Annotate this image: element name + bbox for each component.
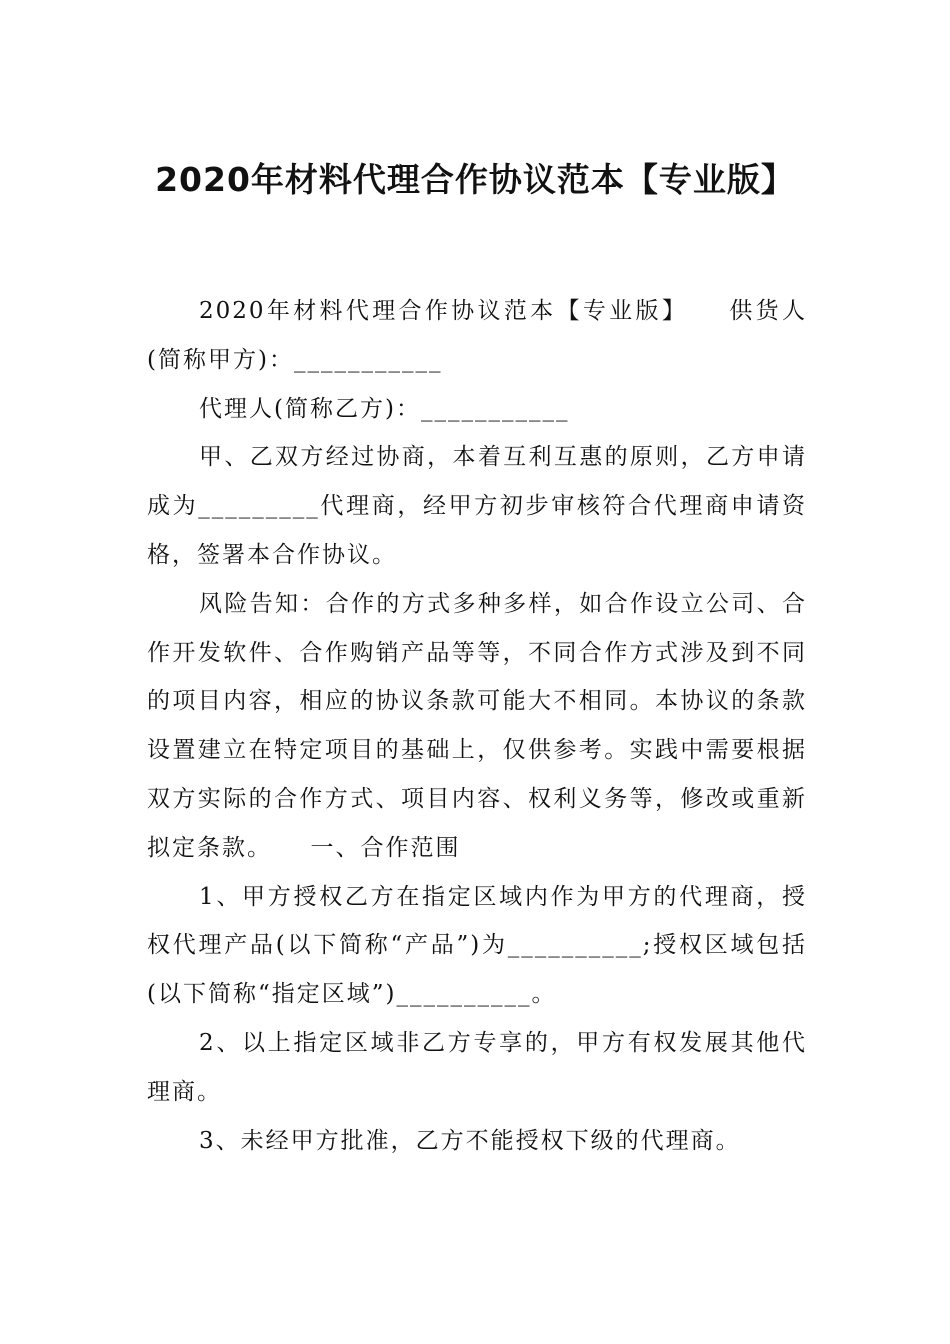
paragraph-agreement-intro: 甲、乙双方经过协商，本着互利互惠的原则，乙方申请成为_________代理商，经甲方初步审核符合代理商申请资格，签署本合作协议。 — [147, 444, 807, 568]
paragraph-parties-agent: 代理人(简称乙方)：___________ — [199, 395, 570, 422]
document-title: 2020年材料代理合作协议范本【专业版】 — [155, 160, 795, 199]
paragraph-parties-supplier: 2020年材料代理合作协议范本【专业版】 供货人(简称甲方)：___________ — [147, 298, 807, 373]
paragraph-clause-3: 3、未经甲方批准，乙方不能授权下级的代理商。 — [199, 1127, 741, 1154]
paragraph-risk-notice: 风险告知：合作的方式多种多样，如合作设立公司、合作开发软件、合作购销产品等等，不同合作方式涉及到不同的项目内容，相应的协议条款可能大不相同。本协议的条款设置建立在特定项目的基础上，仅供参考。实践中需要根据双方实际的合作方式、项目内容、权利义务等，修改或重新拟定条款。 一、合作范围 — [147, 590, 807, 861]
paragraph-clause-1: 1、甲方授权乙方在指定区域内作为甲方的代理商，授权代理产品(以下简称“产品”)为__________;授权区域包括(以下简称“指定区域”)__________。 — [147, 883, 807, 1008]
document-body — [147, 287, 807, 1165]
paragraph-clause-2: 2、以上指定区域非乙方专享的，甲方有权发展其他代理商。 — [147, 1029, 807, 1105]
